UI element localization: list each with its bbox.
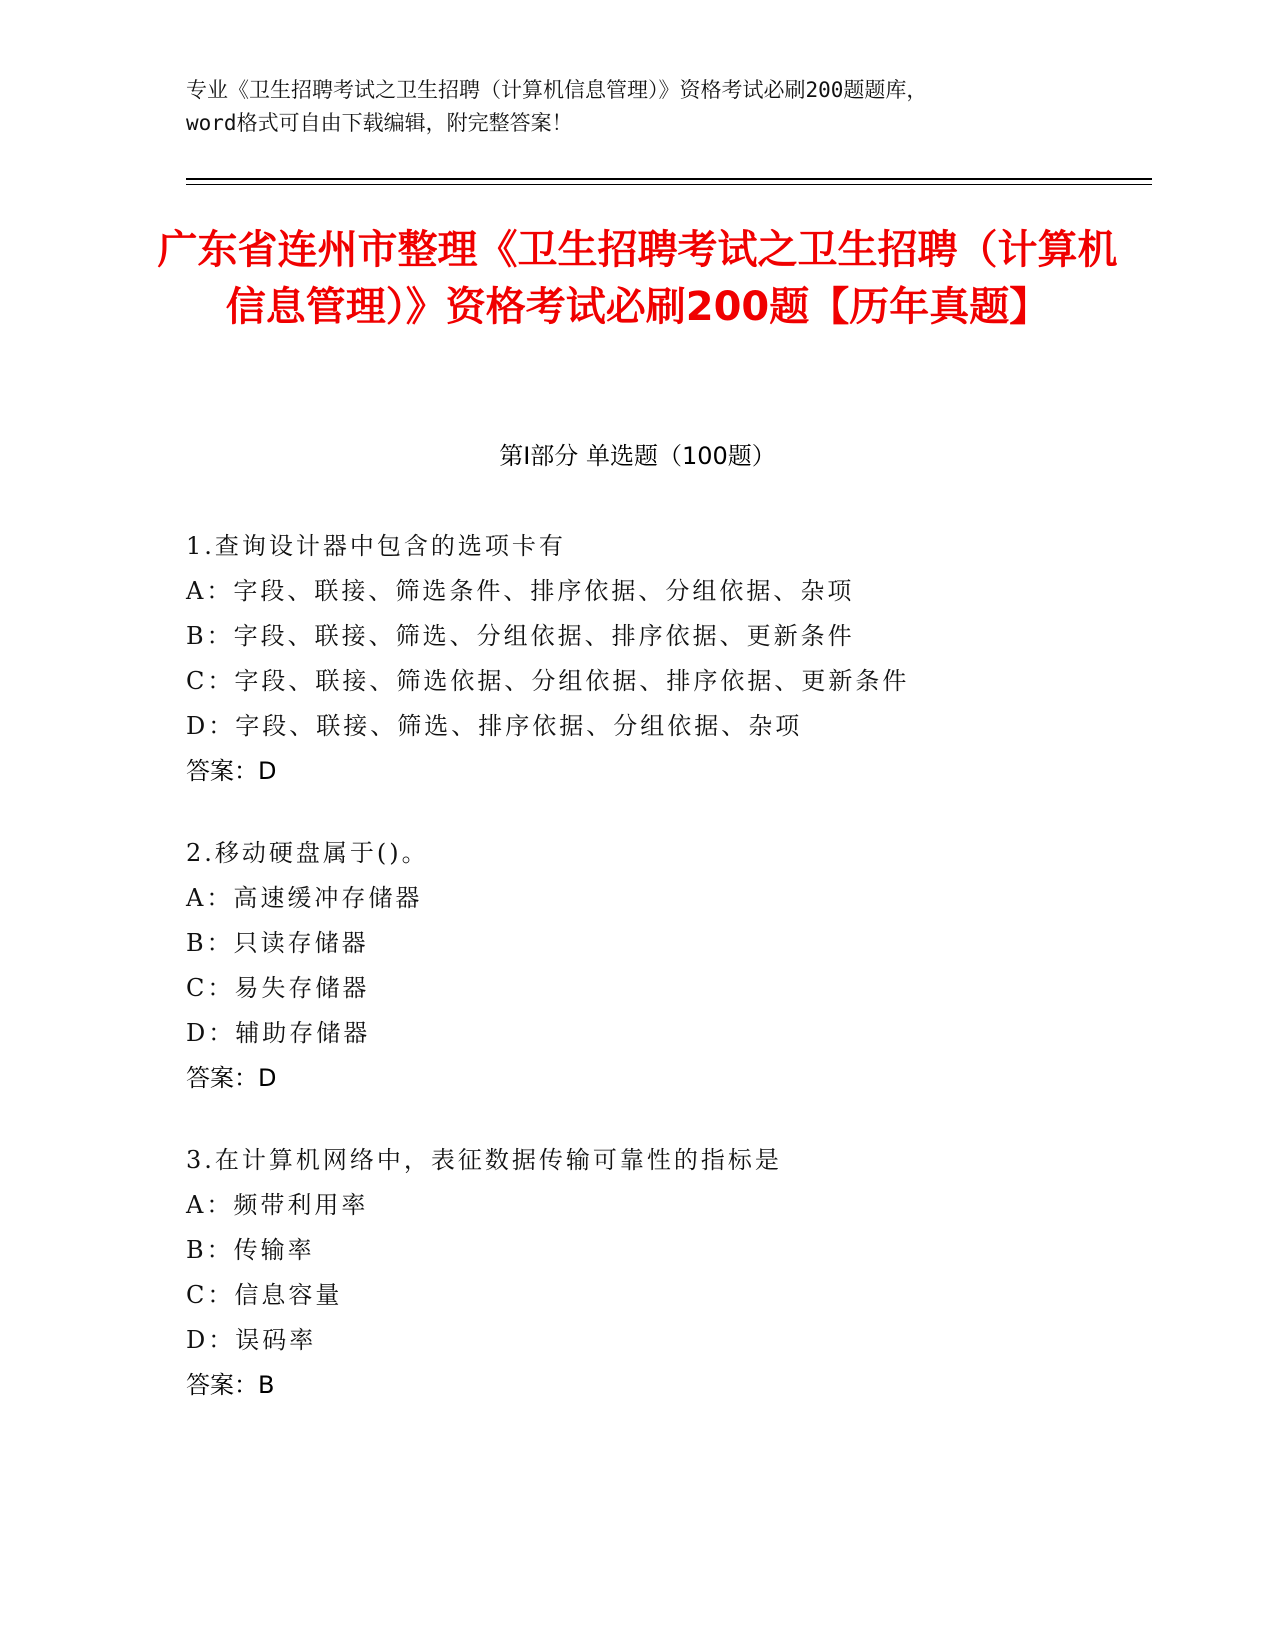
question-stem: 3.在计算机网络中，表征数据传输可靠性的指标是 <box>186 1146 782 1174</box>
option-a: A：字段、联接、筛选条件、排序依据、分组依据、杂项 <box>186 577 855 605</box>
header-line-2: word格式可自由下载编辑，附完整答案！ <box>186 111 573 135</box>
option-d: D：字段、联接、筛选、排序依据、分组依据、杂项 <box>186 712 803 740</box>
header-rule-thin <box>186 184 1152 185</box>
header-rule-thick <box>186 178 1152 180</box>
option-c: C：易失存储器 <box>186 974 370 1002</box>
option-c: C：信息容量 <box>186 1281 343 1309</box>
option-a: A：高速缓冲存储器 <box>186 884 423 912</box>
answer: 答案：D <box>186 757 277 785</box>
question-3 <box>186 1138 1146 1408</box>
document-title: 广东省连州市整理《卫生招聘考试之卫生招聘（计算机信息管理）》资格考试必刷200题【历年真题】 <box>157 227 1118 330</box>
answer: 答案：D <box>186 1064 277 1092</box>
option-d: D：辅助存储器 <box>186 1019 371 1047</box>
question-stem: 2.移动硬盘属于()。 <box>186 839 429 867</box>
option-b: B：字段、联接、筛选、分组依据、排序依据、更新条件 <box>186 622 855 650</box>
question-list <box>186 524 1146 1445</box>
option-d: D：误码率 <box>186 1326 317 1354</box>
header-line-1: 专业《卫生招聘考试之卫生招聘（计算机信息管理）》资格考试必刷200题题库， <box>186 78 928 102</box>
question-stem: 1.查询设计器中包含的选项卡有 <box>186 532 566 560</box>
option-a: A：频带利用率 <box>186 1191 369 1219</box>
option-c: C：字段、联接、筛选依据、分组依据、排序依据、更新条件 <box>186 667 910 695</box>
section-heading: 第Ⅰ部分 单选题（100题） <box>499 442 776 470</box>
question-1 <box>186 524 1146 794</box>
question-2 <box>186 831 1146 1101</box>
option-b: B：传输率 <box>186 1236 315 1264</box>
answer: 答案：B <box>186 1371 275 1399</box>
header-note <box>186 74 1106 140</box>
option-b: B：只读存储器 <box>186 929 369 957</box>
